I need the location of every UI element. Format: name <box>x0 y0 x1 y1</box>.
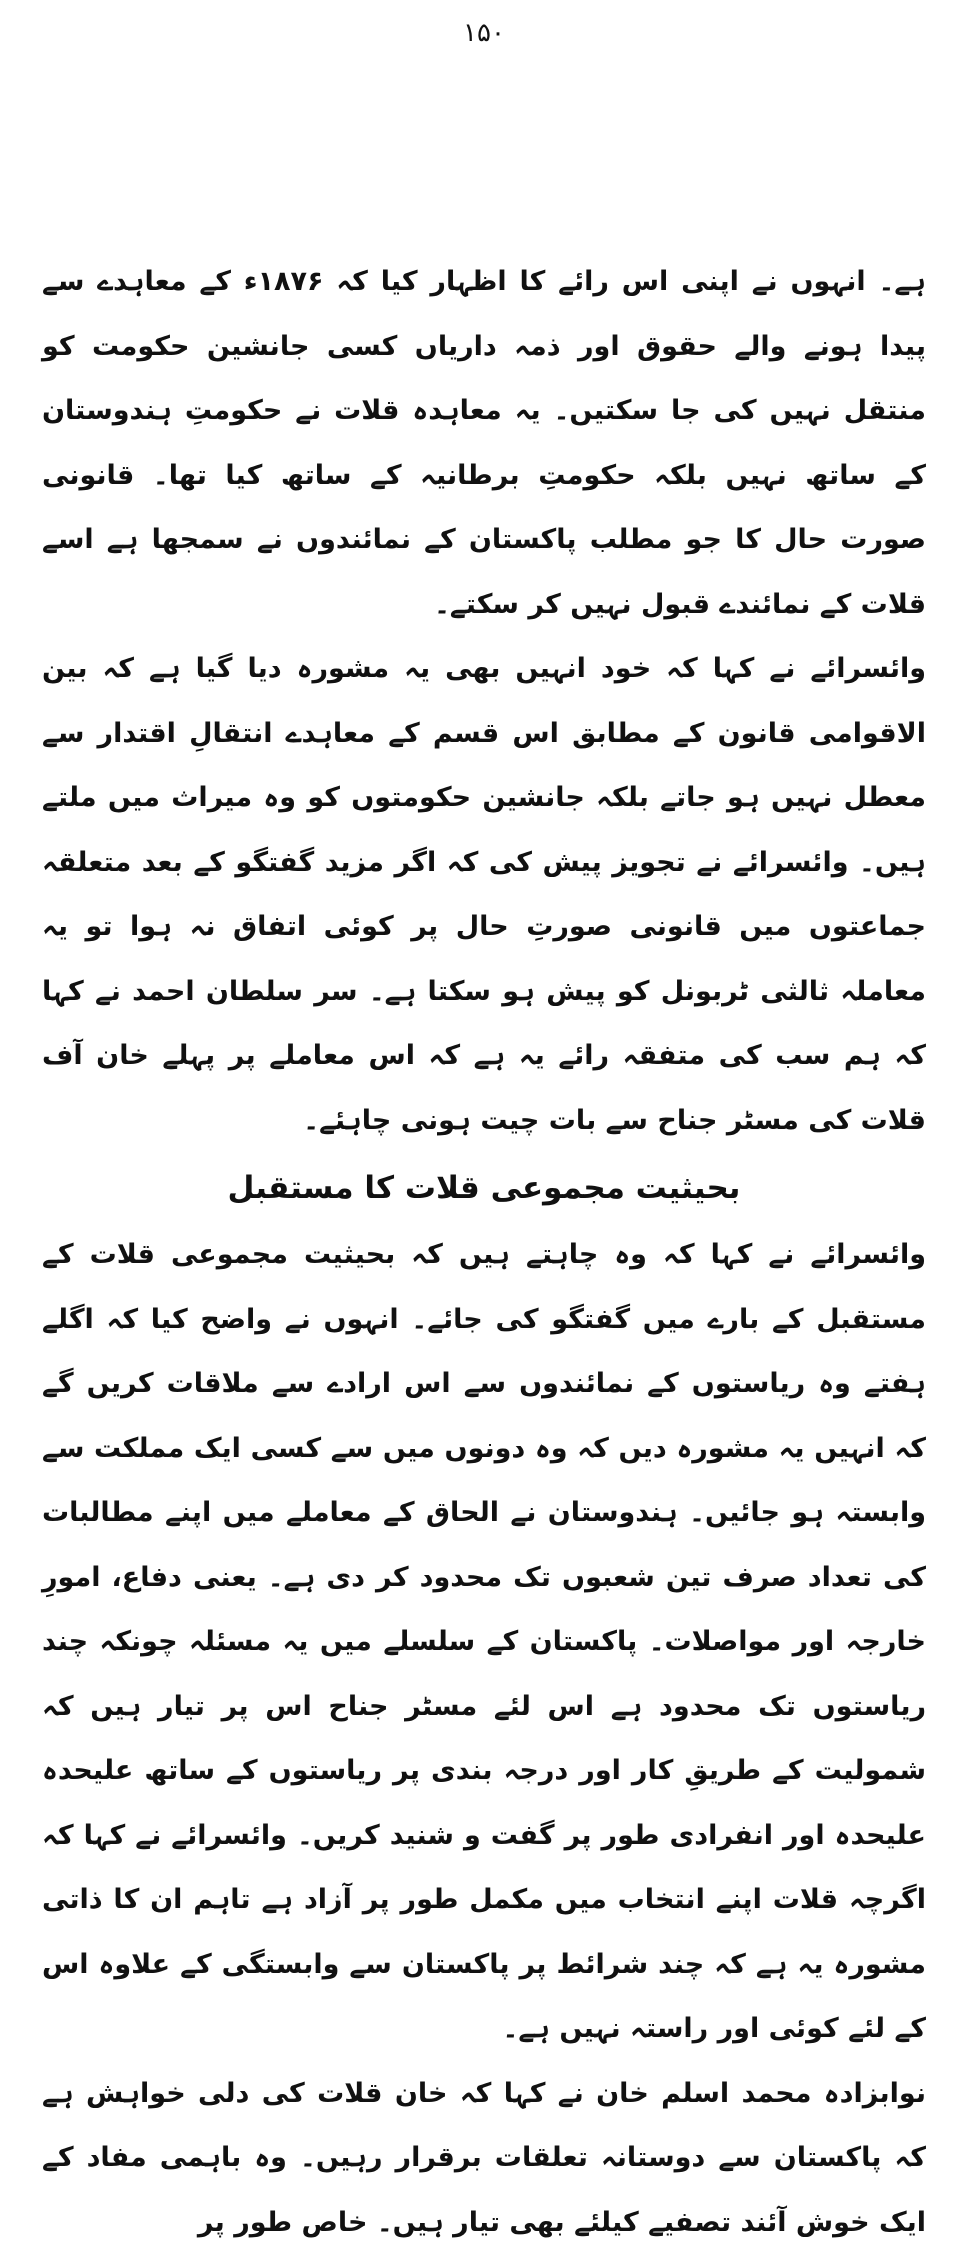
paragraph-future-of-kalat: وائسرائے نے کہا کہ وہ چاہتے ہیں کہ بحیثیت مجموعی قلات کے مستقبل کے بارے میں گفتگو کی جائے۔ انہوں نے واضح کیا کہ اگلے ہفتے وہ ریاستوں کے نمائندوں سے اس ارادے سے ملاقات کریں گے کہ انہیں یہ مشورہ دیں کہ وہ دونوں میں سے کسی ایک مملکت سے وابستہ ہو جائیں۔ ہندوستان نے الحاق کے معاملے میں اپنے مطالبات کی تعداد صرف تین شعبوں تک محدود کر دی ہے۔ یعنی دفاع، امورِ خارجہ اور مواصلات۔ پاکستان کے سلسلے میں یہ مسئلہ چونکہ چند ریاستوں تک محدود ہے اس لئے مسٹر جناح اس پر تیار ہیں کہ شمولیت کے طریقِ کار اور درجہ بندی پر ریاستوں کے ساتھ علیحدہ علیحدہ اور انفرادی طور پر گفت و شنید کریں۔ وائسرائے نے کہا کہ اگرچہ قلات اپنے انتخاب میں مکمل طور پر آزاد ہے تاہم ان کا ذاتی مشورہ یہ ہے کہ چند شرائط پر پاکستان سے وابستگی کے علاوہ اس کے لئے کوئی اور راستہ نہیں ہے۔ <box>42 1223 926 2062</box>
section-heading: بحیثیت مجموعی قلات کا مستقبل <box>42 1153 926 1223</box>
page-number: ۱۵۰ <box>42 16 926 50</box>
paragraph-nawabzada-statement: نوابزادہ محمد اسلم خان نے کہا کہ خان قلات کی دلی خواہش ہے کہ پاکستان سے دوستانہ تعلقات برقرار رہیں۔ وہ باہمی مفاد کے ایک خوش آئند تصفیے کیلئے بھی تیار ہیں۔ خاص طور پر <box>42 2062 926 2255</box>
paragraph-legal-position: ہے۔ انہوں نے اپنی اس رائے کا اظہار کیا کہ ۱۸۷۶ء کے معاہدے سے پیدا ہونے والے حقوق اور ذمہ داریاں کسی جانشین حکومت کو منتقل نہیں کی جا سکتیں۔ یہ معاہدہ قلات نے حکومتِ ہندوستان کے ساتھ نہیں بلکہ حکومتِ برطانیہ کے ساتھ کیا تھا۔ قانونی صورت حال کا جو مطلب پاکستان کے نمائندوں نے سمجھا ہے اسے قلات کے نمائندے قبول نہیں کر سکتے۔ <box>42 250 926 637</box>
paragraph-viceroy-advice: وائسرائے نے کہا کہ خود انہیں بھی یہ مشورہ دیا گیا ہے کہ بین الاقوامی قانون کے مطابق اس قسم کے معاہدے انتقالِ اقتدار سے معطل نہیں ہو جاتے بلکہ جانشین حکومتوں کو وہ میراث میں ملتے ہیں۔ وائسرائے نے تجویز پیش کی کہ اگر مزید گفتگو کے بعد متعلقہ جماعتوں میں قانونی صورتِ حال پر کوئی اتفاق نہ ہوا تو یہ معاملہ ثالثی ٹربونل کو پیش ہو سکتا ہے۔ سر سلطان احمد نے کہا کہ ہم سب کی متفقہ رائے یہ ہے کہ اس معاملے پر پہلے خان آف قلات کی مسٹر جناح سے بات چیت ہونی چاہئے۔ <box>42 637 926 1153</box>
